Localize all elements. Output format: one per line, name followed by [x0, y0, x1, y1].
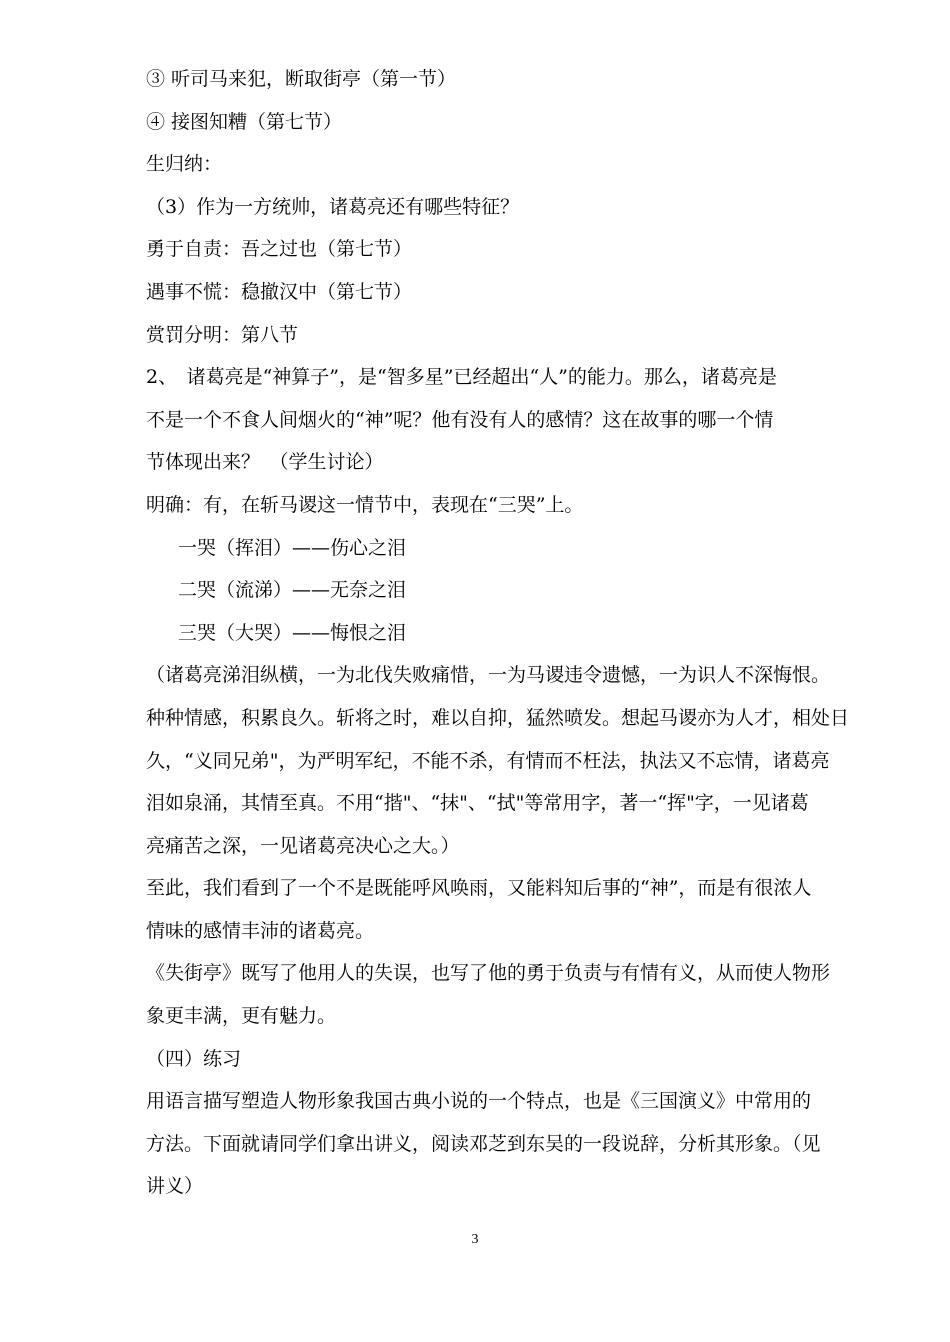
text-line: ④ 接图知糟（第七节） — [146, 110, 343, 133]
section-heading: （四）练习 — [146, 1047, 242, 1070]
text-line: 方法。下面就请同学们拿出讲义，阅读邓芝到东吴的一段说辞，分析其形象。（见 — [146, 1132, 821, 1155]
text-line: 《失街亭》既写了他用人的失误，也写了他的勇于负责与有情有义，从而使人物形 — [146, 962, 831, 985]
text-line: 久，“义同兄弟"，为严明军纪，不能不杀，有情而不枉法，执法又不忘情，诸葛亮 — [146, 749, 830, 772]
text-line: 2、 诸葛亮是“神算子”，是“智多星”已经超出“人”的能力。那么，诸葛亮是 — [146, 366, 777, 389]
list-item: 二哭（流涕）——无奈之泪 — [178, 579, 407, 602]
text-line: 至此，我们看到了一个不是既能呼风唤雨，又能料知后事的“神”，而是有很浓人 — [146, 877, 812, 900]
text-line: 赏罚分明：第八节 — [146, 323, 299, 346]
text-line: 种种情感，积累良久。斩将之时，难以自抑，猛然喷发。想起马谡亦为人才，相处日 — [146, 706, 850, 729]
text-line: （3）作为一方统帅，诸葛亮还有哪些特征？ — [146, 195, 520, 218]
text-line: 用语言描写塑造人物形象我国古典小说的一个特点，也是《三国演义》中常用的 — [146, 1090, 812, 1113]
text-line: ③ 听司马来犯，断取街亭（第一节） — [146, 68, 457, 90]
list-item: 三哭（大哭）——悔恨之泪 — [178, 621, 407, 644]
text-line: 不是一个不食人间烟火的“神”呢？他有没有人的感情？这在故事的哪一个情 — [146, 408, 774, 431]
text-line: 象更丰满，更有魅力。 — [146, 1005, 337, 1028]
list-item: 一哭（挥泪）——伤心之泪 — [178, 536, 407, 559]
text-line: （诸葛亮涕泪纵横，一为北伐失败痛惜，一为马谡违令遗憾，一为识人不深悔恨。 — [146, 664, 831, 687]
text-line: 节体现出来？ （学生讨论） — [146, 451, 384, 474]
text-line: 情味的感情丰沛的诸葛亮。 — [146, 919, 375, 942]
document-body — [146, 58, 902, 1208]
text-line: 生归纳： — [146, 153, 223, 176]
page-number: 3 — [471, 1232, 479, 1247]
text-line: 遇事不慌：稳撤汉中（第七节） — [146, 280, 413, 303]
text-line: 泪如泉涌，其情至真。不用“揩"、“抹"、“拭"等常用字，著一“挥"字，一见诸葛 — [146, 792, 809, 815]
text-line: 讲义） — [146, 1175, 204, 1198]
text-line: 亮痛苦之深，一见诸葛亮决心之大。） — [146, 834, 460, 857]
text-line: 勇于自责：吾之过也（第七节） — [146, 238, 413, 261]
text-line: 明确：有，在斩马谡这一情节中，表现在“三哭”上。 — [146, 493, 584, 516]
